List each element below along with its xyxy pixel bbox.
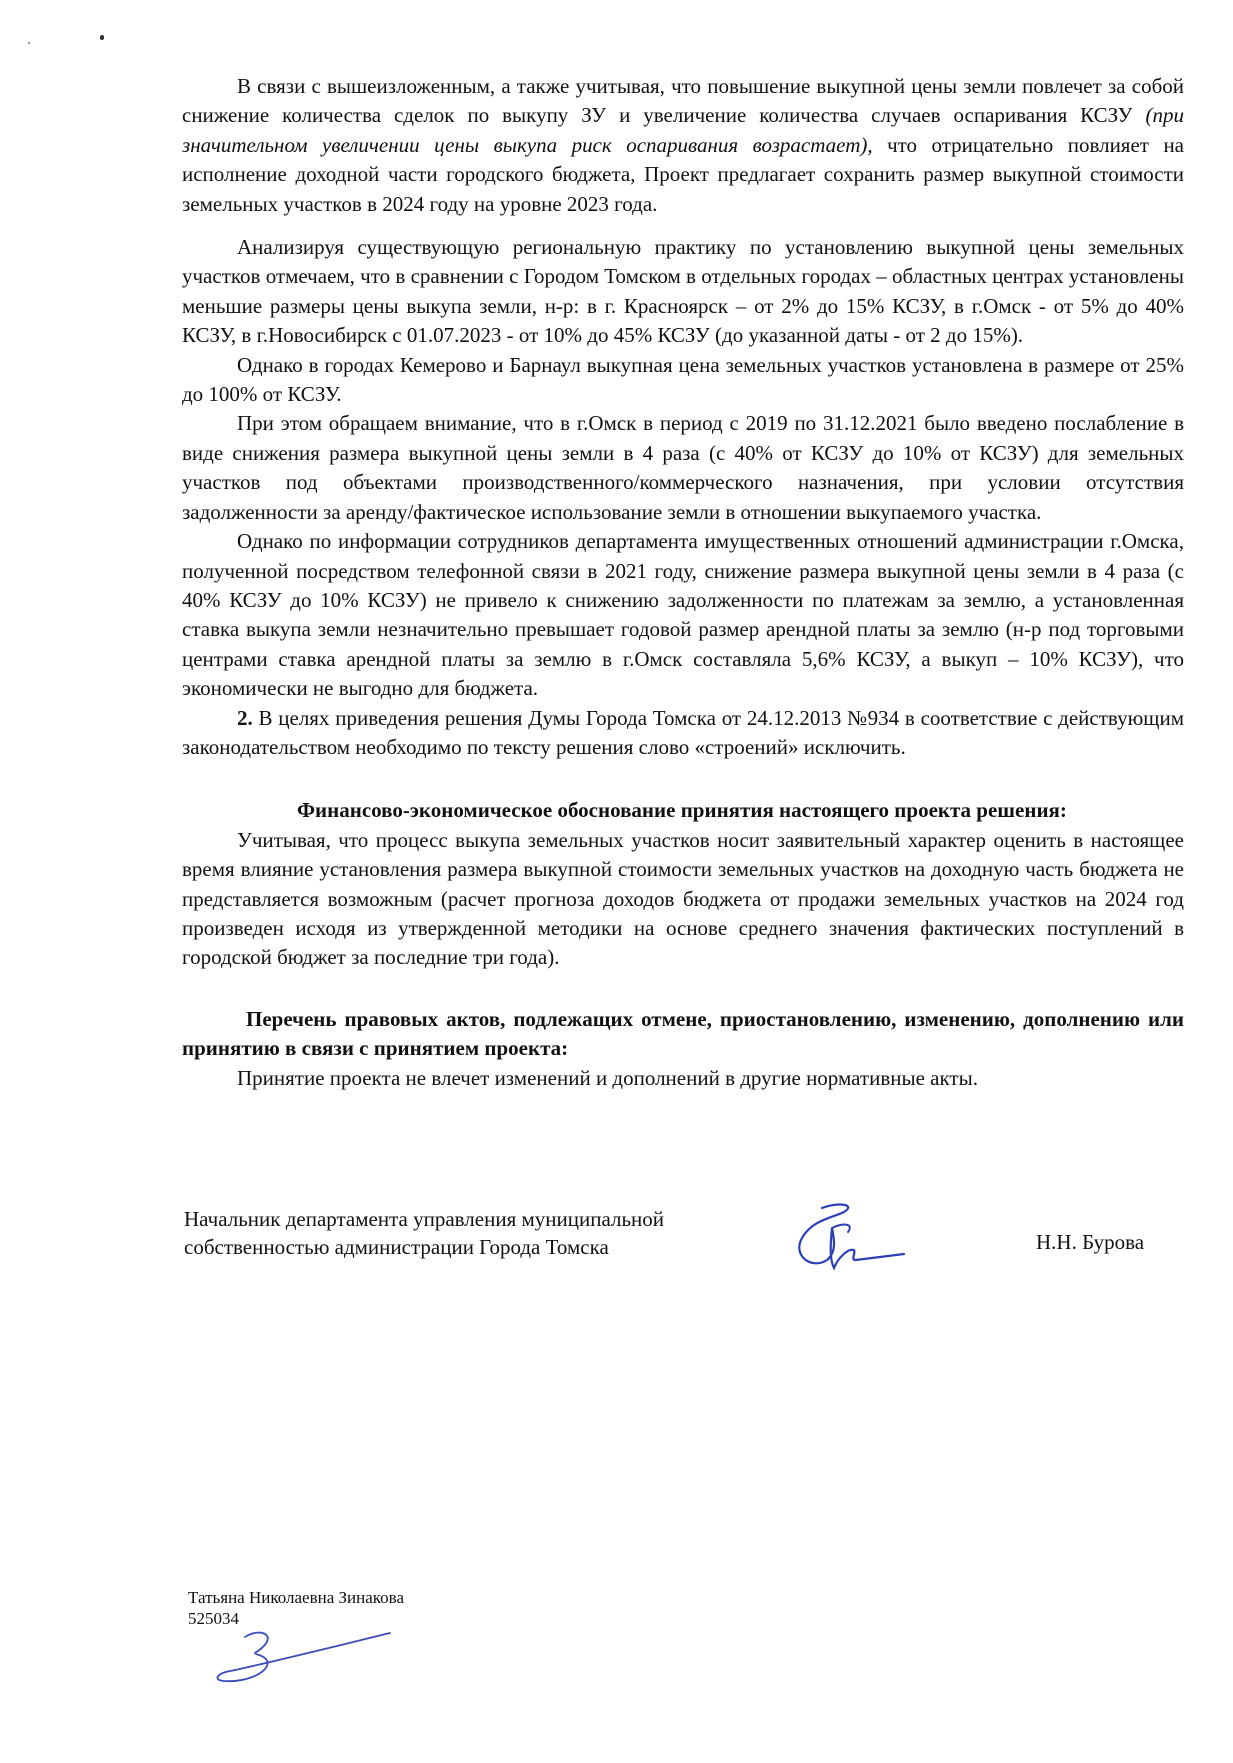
paragraph-text: В связи с вышеизложенным, а также учитывая, что повышение выкупной цены земли повлечет за собой снижение количества сделок по выкупу ЗУ и увеличение количества случаев оспаривания КСЗУ — [182, 74, 1184, 128]
finance-heading: Финансово-экономическое обоснование принятия настоящего проекта решения: — [297, 798, 1067, 823]
legal-acts-text: Принятие проекта не влечет изменений и дополнений в другие нормативные акты. — [237, 1065, 978, 1090]
paragraph-text: В целях приведения решения Думы Города Томска от 24.12.2013 №934 в соответствие с действующим законодательством необходимо по тексту решения слово «строений» исключить. — [182, 705, 1184, 759]
scan-speck — [100, 35, 104, 40]
paragraph-item-2 — [182, 704, 1184, 763]
item-number: 2. — [237, 705, 253, 730]
paragraph-kemerovo-barnaul: Однако в городах Кемерово и Барнаул выкупная цена земельных участков установлена в размере от 25% до 100% от КСЗУ. — [182, 352, 1184, 407]
scan-speck — [28, 42, 30, 44]
executor-block — [188, 1587, 404, 1629]
handwritten-signature — [782, 1198, 912, 1288]
document-body — [182, 72, 1184, 1093]
paragraph-regional-practice: Анализируя существующую региональную практику по установлению выкупной цены земельных участков отмечаем, что в сравнении с Городом Томском в отдельных городах – областных центрах установлены меньшие размеры цены выкупа земли, н-р: в г. Красноярск – от 2% до 15% КСЗУ, в г.Омск - от 5% до 40% КСЗУ, в г.Новосибирск с 01.07.2023 - от 10% до 45% КСЗУ (до указанной даты - от 2 до 15%). — [182, 235, 1184, 348]
executor-signature — [200, 1625, 400, 1695]
executor-phone: 525034 — [188, 1609, 239, 1628]
paragraph-omsk-results: Однако по информации сотрудников департамента имущественных отношений администрации г.Омска, полученной посредством телефонной связи в 2021 году, снижение размера выкупной цены земли в 4 раза (с 40% КСЗУ до 10% КСЗУ) не привело к снижению задолженности по платежам за землю, а установленная ставка выкупа земли незначительно превышает годовой размер арендной платы за землю (н-р под торговыми центрами ставка арендной платы за землю в г.Омск составляла 5,6% КСЗУ, а выкуп – 10% КСЗУ), что экономически не выгодно для бюджета. — [182, 529, 1184, 701]
finance-text: Учитывая, что процесс выкупа земельных участков носит заявительный характер оценить в настоящее время влияние установления размера выкупной стоимости земельных участков на доходную часть бюджета не представляется возможным (расчет прогноза доходов бюджета от продажи земельных участков на 2024 год произведен исходя из утвержденной методики на основе среднего значения фактических поступлений в городской бюджет за последние три года). — [182, 827, 1184, 970]
signatory-position — [184, 1205, 744, 1261]
paragraph-buyout-price-proposal — [182, 72, 1184, 219]
italic-remark: (при значительном увеличении цены выкупа риск оспаривания возрастает), — [182, 103, 1184, 157]
signatory-name: Н.Н. Бурова — [1036, 1230, 1145, 1254]
position-line: Начальник департамента управления муниципальной — [184, 1207, 664, 1231]
paragraph-text: что отрицательно повлияет на исполнение доходной части городского бюджета, Проект предлагает сохранить размер выкупной стоимости земельных участков в 2024 году на уровне 2023 года. — [182, 132, 1184, 216]
executor-name: Татьяна Николаевна Зинакова — [188, 1588, 405, 1607]
position-line: собственностью администрации Города Томска — [184, 1235, 609, 1259]
legal-acts-heading: Перечень правовых актов, подлежащих отмене, приостановлению, изменению, дополнению или принятию в связи с принятием проекта: — [182, 1006, 1184, 1061]
paragraph-omsk-relief: При этом обращаем внимание, что в г.Омск в период с 2019 по 31.12.2021 было введено послабление в виде снижения размера выкупной цены земли в 4 раза (с 40% от КСЗУ до 10% от КСЗУ) для земельных участков под объектами производственного/коммерческого назначения, при условии отсутствия задолженности за аренду/фактическое использование земли в отношении выкупаемого участка. — [182, 411, 1184, 524]
